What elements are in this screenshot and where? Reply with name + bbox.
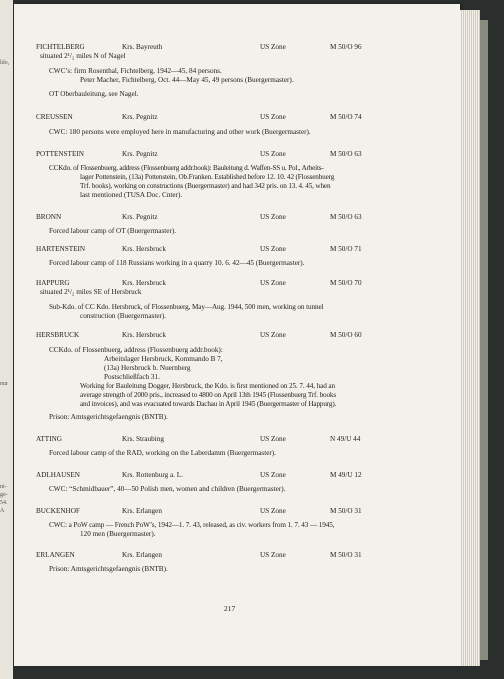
entry-grid: M 50/O 71 xyxy=(330,245,362,253)
entry-line: CWC’s: firm Rosenthal, Fichtelberg, 1942—45, 84 persons. xyxy=(49,67,222,75)
entry-grid: M 49/U 12 xyxy=(330,471,362,479)
entry-grid: M 50/O 31 xyxy=(330,507,362,515)
entry-line: Sub-Kdo. of CC Kdo. Hersbruck, of Flossenbuerg, May—Aug. 1944, 500 men, working on tunnel xyxy=(49,303,324,311)
margin-fragment: nur xyxy=(0,381,8,387)
entry-grid: M 50/O 96 xyxy=(330,43,362,51)
entry-zone: US Zone xyxy=(260,113,286,121)
entry-line: Postschließfach 31. xyxy=(104,373,160,381)
entry-name: ATTING xyxy=(36,435,62,443)
entry-zone: US Zone xyxy=(260,150,286,158)
entry-line: OT Oberbauleitung, see Nagel. xyxy=(49,90,139,98)
entry-district: Krs. Pegnitz xyxy=(122,113,158,121)
entry-name: ADLHAUSEN xyxy=(36,471,80,479)
entry-line: CWC: a PoW camp — French PoW’s, 1942—1. 7. 43, released, as civ. workers from 1. 7. 43 — 1945, xyxy=(49,521,335,529)
entry-grid: M 50/O 31 xyxy=(330,551,362,559)
entry-line: Forced labour camp of 118 Russians working in a quarry 10. 6. 42—45 (Buergermaster). xyxy=(49,259,305,267)
entry-district: Krs. Rottenburg a. L. xyxy=(122,471,183,479)
entry-line: Forced labour camp of OT (Buergermaster). xyxy=(49,227,177,235)
entry-line: Trf. books), working on constructions (Buergermaster) and had 342 pris. on 13. 4. 45, when xyxy=(80,182,331,190)
entry-name: ERLANGEN xyxy=(36,551,75,559)
entry-district: Krs. Hersbruck xyxy=(122,245,166,253)
entry-grid: M 50/O 60 xyxy=(330,331,362,339)
entry-line: (13a) Hersbruck b. Nuernberg xyxy=(104,364,191,372)
entry-grid: N 49/U 44 xyxy=(330,435,361,443)
entry-name: HARTENSTEIN xyxy=(36,245,86,253)
entry-line: situated 2¹/₂ miles N of Nagel xyxy=(40,52,126,60)
entry-zone: US Zone xyxy=(260,331,286,339)
entry-zone: US Zone xyxy=(260,507,286,515)
entry-grid: M 50/O 63 xyxy=(330,213,362,221)
entry-line: CCKdo. of Flossenbuerg, address (Flossenbuerg addr.book): Bauleitung d. Waffen-SS u. Pol., Arbeits- xyxy=(49,164,324,172)
entry-zone: US Zone xyxy=(260,43,286,51)
entry-district: Krs. Bayreuth xyxy=(122,43,163,51)
margin-fragment: A xyxy=(0,508,5,514)
entry-zone: US Zone xyxy=(260,471,286,479)
entry-line: Arbeitslager Hersbruck, Kommando B 7, xyxy=(104,355,223,363)
book-page xyxy=(14,4,460,666)
entry-line: CWC: 180 persons were employed here in manufacturing and other work (Buergermaster). xyxy=(49,128,311,136)
margin-fragment: ge- xyxy=(0,492,8,498)
entry-grid: M 50/O 63 xyxy=(330,150,362,158)
entry-line: Forced labour camp of the RAD, working on the Laberdamm (Buergermaster). xyxy=(49,449,277,457)
entry-line: lager Pottenstein, (13a) Pottenstein, Ob.Franken. Established before 12. 10. 42 (Flossenbuerg xyxy=(80,173,335,181)
entry-name: CREUSSEN xyxy=(36,113,73,121)
entry-grid: M 50/O 70 xyxy=(330,279,362,287)
entry-zone: US Zone xyxy=(260,245,286,253)
entry-line: Peter Macher, Fichtelberg, Oct. 44—May 45, 49 persons (Buergermaster). xyxy=(80,76,294,84)
entry-grid: M 50/O 74 xyxy=(330,113,362,121)
book-cover-edge xyxy=(480,20,488,660)
entry-name: BRONN xyxy=(36,213,62,221)
entry-line: average strength of 2000 pris., increased to 4800 on April 13th 1945 (Flossenbuerg Trf. books xyxy=(80,391,337,399)
entry-name: FICHTELBERG xyxy=(36,43,85,51)
entry-name: HAPPURG xyxy=(36,279,70,287)
entry-line: construction (Buergermaster). xyxy=(80,312,167,320)
entry-district: Krs. Erlangen xyxy=(122,507,162,515)
entry-district: Krs. Pegnitz xyxy=(122,213,158,221)
entry-line: situated 2¹/₂ miles SE of Hersbruck xyxy=(40,288,142,296)
entry-line: Prison: Amtsgerichtsgefaengnis (BNTB). xyxy=(49,413,168,421)
entry-line: Prison: Amtsgerichtsgefaengnis (BNTB). xyxy=(49,565,168,573)
entry-line: 120 men (Buergermaster). xyxy=(80,530,156,538)
entry-district: Krs. Hersbruck xyxy=(122,279,166,287)
entry-zone: US Zone xyxy=(260,213,286,221)
entry-line: last mentioned (TUSA Doc. Cnter). xyxy=(80,191,183,199)
entry-district: Krs. Hersbruck xyxy=(122,331,166,339)
entry-line: and invoices), and was evacuated towards Dachau in April 1945 (Buergermaster of Happurg). xyxy=(80,400,337,408)
entry-line: CCKdo. of Flossenbuerg, address (Flossenbuerg addr.book): xyxy=(49,346,223,354)
entry-district: Krs. Erlangen xyxy=(122,551,162,559)
entry-district: Krs. Pegnitz xyxy=(122,150,158,158)
margin-fragment: 54. xyxy=(0,500,8,506)
margin-fragment: ldo, xyxy=(0,60,10,66)
entry-zone: US Zone xyxy=(260,551,286,559)
page-number: 217 xyxy=(224,604,236,613)
entry-name: BUCKENHOF xyxy=(36,507,80,515)
entry-line: Working for Bauleitung Dogger, Hersbruck, the Kdo. is first mentioned on 25. 7. 44, had an xyxy=(80,382,336,390)
entry-zone: US Zone xyxy=(260,279,286,287)
entry-name: HERSBRUCK xyxy=(36,331,80,339)
entry-zone: US Zone xyxy=(260,435,286,443)
left-page-strip xyxy=(0,0,13,679)
entry-line: CWC: “Schmidbauer”, 40—50 Polish men, women and children (Buergermaster). xyxy=(49,485,286,493)
entry-name: POTTENSTEIN xyxy=(36,150,84,158)
entry-district: Krs. Straubing xyxy=(122,435,164,443)
margin-fragment: ni- xyxy=(0,484,7,490)
page-edges xyxy=(460,10,480,666)
